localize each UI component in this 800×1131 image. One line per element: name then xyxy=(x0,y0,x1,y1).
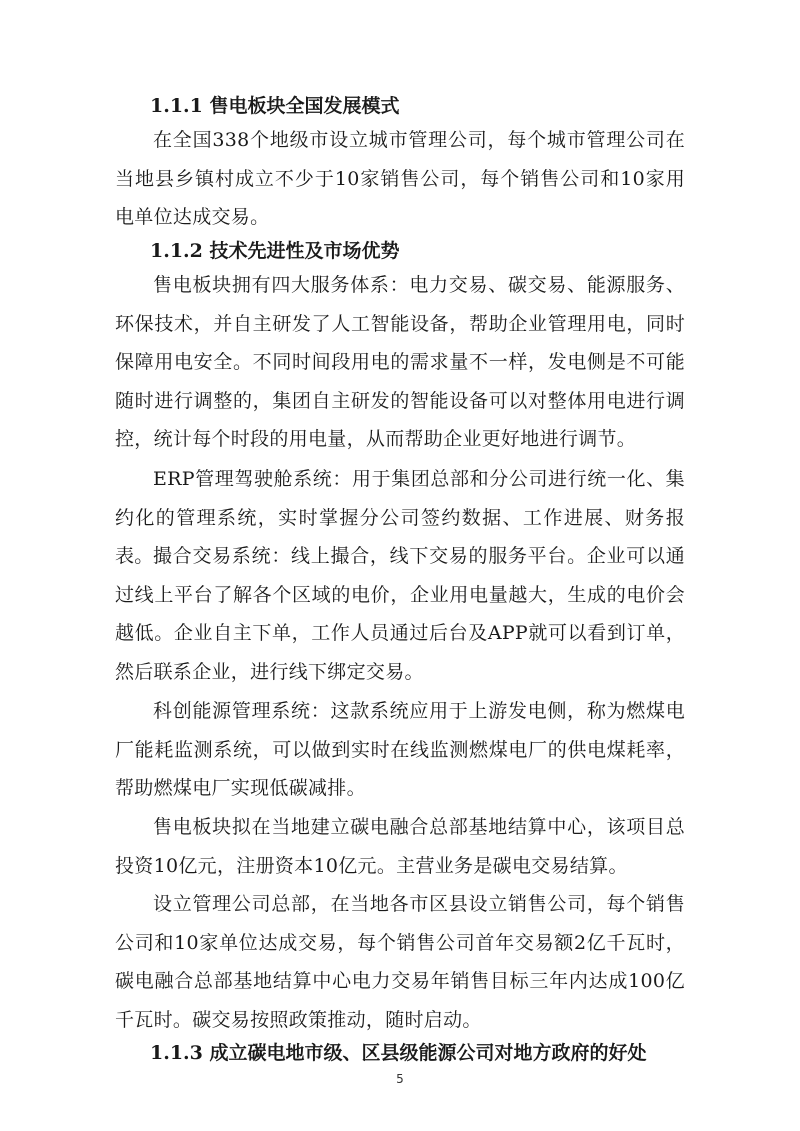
paragraph-7: 设立管理公司总部，在当地各市区县设立销售公司，每个销售公司和10家单位达成交易，每个销售公司首年交易额2亿千瓦时，碳电融合总部基地结算中心电力交易年销售目标三年内达成100亿千瓦时。碳交易按照政策推动，随时启动。 xyxy=(115,893,685,1031)
paragraph-4: 撮合交易系统：线上撮合，线下交易的服务平台。企业可以通过线上平台了解各个区域的电价，企业用电量越大，生成的电价会越低。企业自主下单，工作人员通过后台及APP就可以看到订单，然后联系企业，进行线下绑定交易。 xyxy=(115,545,685,683)
section-heading-1-1-3: 1.1.3 成立碳电地市级、区县级能源公司对地方政府的好处 xyxy=(150,1042,647,1064)
paragraph-5: 科创能源管理系统：这款系统应用于上游发电侧，称为燃煤电厂能耗监测系统，可以做到实时在线监测燃煤电厂的供电煤耗率，帮助燃煤电厂实现低碳减排。 xyxy=(115,700,685,799)
paragraph-3: ERP管理驾驶舱系统：用于集团总部和分公司进行统一化、集约化的管理系统，实时掌握分公司签约数据、工作进展、财务报表。 xyxy=(115,468,685,567)
paragraph-6: 售电板块拟在当地建立碳电融合总部基地结算中心，该项目总投资10亿元，注册资本10亿元。主营业务是碳电交易结算。 xyxy=(115,816,685,877)
section-heading-1-1-1: 1.1.1 售电板块全国发展模式 xyxy=(150,95,400,117)
paragraph-1: 在全国338个地级市设立城市管理公司，每个城市管理公司在当地县乡镇村成立不少于10家销售公司，每个销售公司和10家用电单位达成交易。 xyxy=(115,129,685,228)
page-number: 5 xyxy=(396,1072,404,1086)
paragraph-2: 售电板块拥有四大服务体系：电力交易、碳交易、能源服务、环保技术，并自主研发了人工智能设备，帮助企业管理用电，同时保障用电安全。不同时间段用电的需求量不一样，发电侧是不可能随时进行调整的，集团自主研发的智能设备可以对整体用电进行调控，统计每个时段的用电量，从而帮助企业更好地进行调节。 xyxy=(115,274,685,450)
section-heading-1-1-2: 1.1.2 技术先进性及市场优势 xyxy=(150,240,400,262)
